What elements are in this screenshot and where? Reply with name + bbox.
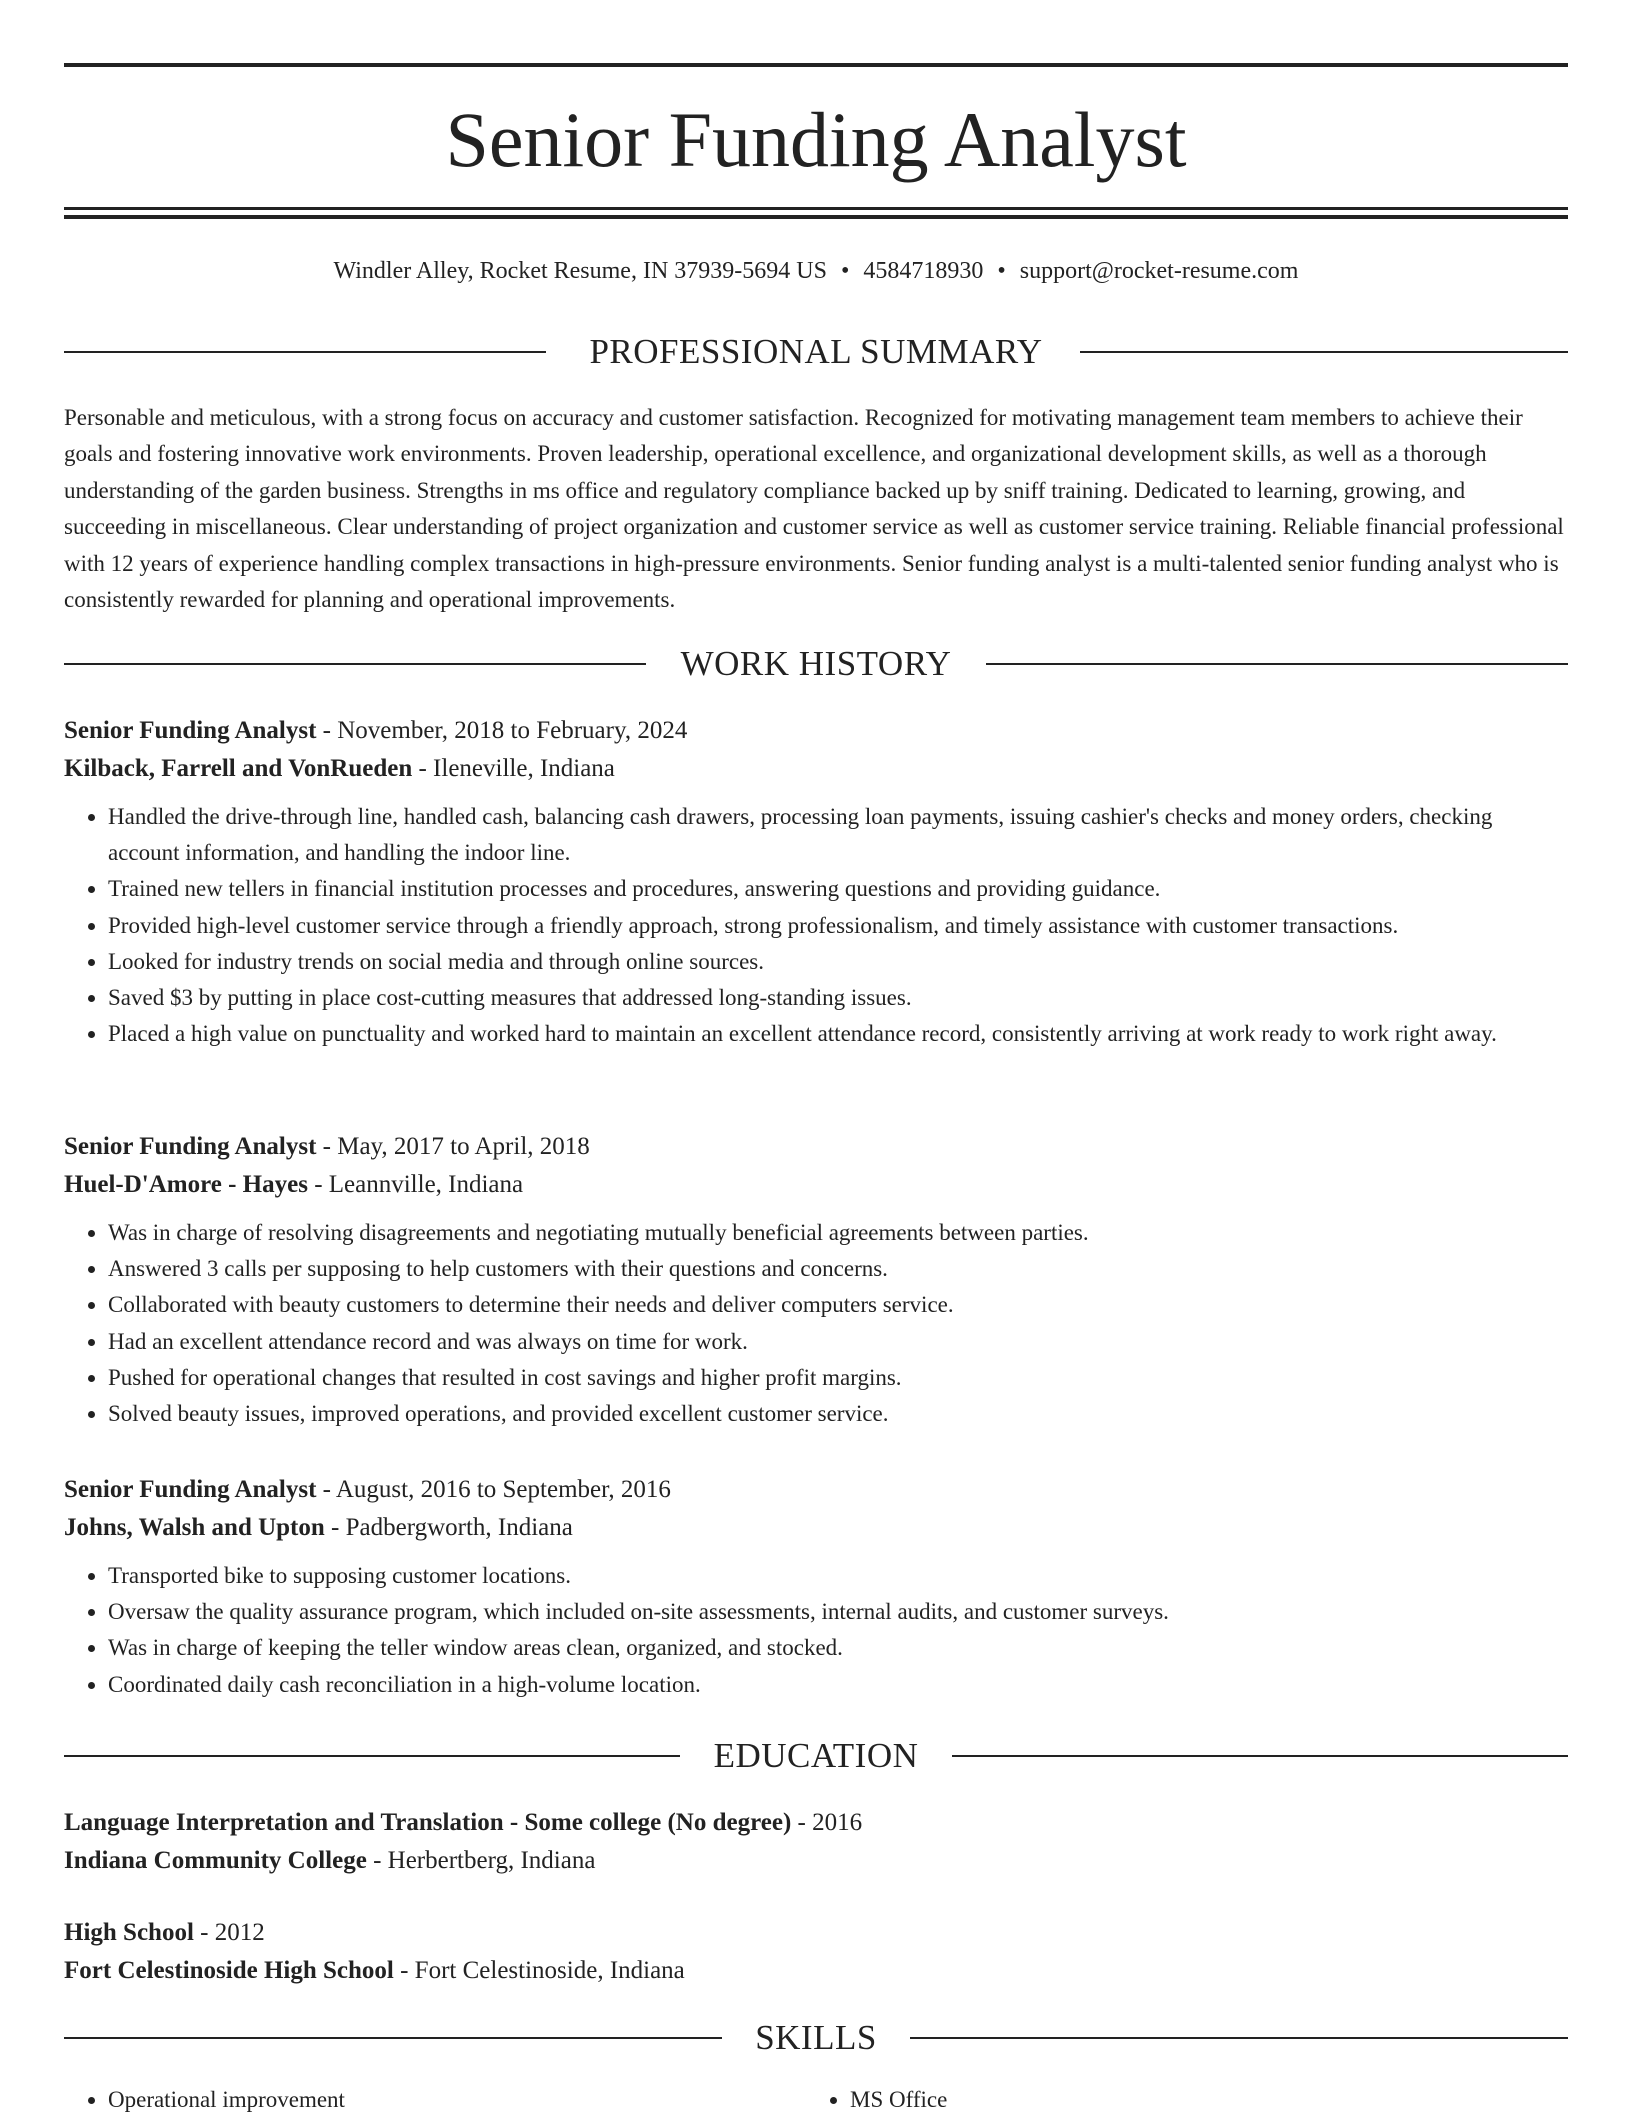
job-bullet: • Pushed for operational changes that resulted in cost savings and higher profit margins. — [108, 1360, 1568, 1396]
job-bullets — [64, 799, 1568, 1052]
contact-separator: • — [840, 258, 850, 284]
section-rule-right — [986, 663, 1568, 665]
job-entry — [64, 1128, 1568, 1432]
job-bullet: • Placed a high value on punctuality and worked hard to maintain an excellent attendance record, consistently arriving at work ready to work right away. — [108, 1016, 1568, 1052]
resume-title: Senior Funding Analyst — [445, 96, 1187, 183]
job-title: Senior Funding Analyst — [64, 1476, 317, 1503]
education-entry — [64, 1804, 1568, 1880]
header-top-rule — [64, 63, 1568, 67]
skills-column-right — [806, 2082, 947, 2118]
job-bullet: • Collaborated with beauty customers to determine their needs and deliver computers service. — [108, 1287, 1568, 1323]
contact-address: Windler Alley, Rocket Resume, IN 37939-5694 US — [333, 258, 827, 284]
job-dates: - November, 2018 to February, 2024 — [316, 717, 688, 744]
job-location: - Ileneville, Indiana — [412, 755, 615, 782]
job-title: Senior Funding Analyst — [64, 1133, 317, 1160]
job-company: Kilback, Farrell and VonRueden — [64, 755, 413, 782]
header-double-rule-lower — [64, 215, 1568, 219]
section-title: WORK HISTORY — [680, 644, 952, 683]
contact-phone: 4584718930 — [863, 258, 984, 284]
header-double-rule-upper — [64, 207, 1568, 210]
contact-separator: • — [997, 258, 1006, 284]
section-title: PROFESSIONAL SUMMARY — [589, 332, 1043, 371]
section-heading-education — [64, 1736, 1568, 1776]
skills-column-left — [64, 2082, 345, 2118]
section-heading-work-history — [64, 644, 1568, 684]
section-rule-right — [952, 1755, 1568, 1757]
education-school: Fort Celestinoside High School — [64, 1957, 394, 1984]
summary-paragraph: Personable and meticulous, with a strong focus on accuracy and customer satisfaction. Recognized for motivating management team members to achieve their goals and fostering innovative work environments. Proven leadership, operational excellence, and organizational development skills, as well as a thorough understanding of the garden business. Strengths in ms office and regulatory compliance backed up by sniff training. Dedicated to learning, growing, and succeeding in miscellaneous. Clear understanding of project organization and customer service as well as customer service training. Reliable financial professional with 12 years of experience handling complex transactions in high-pressure environments. Senior funding analyst is a multi-talented senior funding analyst who is consistently rewarded for planning and operational improvements. — [64, 405, 1564, 613]
job-dates: - August, 2016 to September, 2016 — [316, 1476, 671, 1503]
section-rule-right — [1080, 351, 1568, 353]
section-heading-skills — [64, 2018, 1568, 2058]
education-degree: Language Interpretation and Translation - Some college (No degree) — [64, 1809, 792, 1836]
skill-item: • Operational improvement — [108, 2082, 345, 2118]
job-dates: - May, 2017 to April, 2018 — [316, 1133, 590, 1160]
education-year: - 2012 — [193, 1919, 265, 1946]
job-bullet: • Answered 3 calls per supposing to help customers with their questions and concerns. — [108, 1251, 1568, 1287]
section-rule-right — [910, 2037, 1568, 2039]
job-bullet: • Was in charge of resolving disagreements and negotiating mutually beneficial agreements between parties. — [108, 1215, 1568, 1251]
section-heading-summary — [64, 332, 1568, 372]
job-title: Senior Funding Analyst — [64, 717, 317, 744]
education-year: - 2016 — [791, 1809, 863, 1836]
job-bullet: • Oversaw the quality assurance program, which included on-site assessments, internal audits, and customer surveys. — [108, 1594, 1568, 1630]
contact-line — [64, 254, 1568, 288]
job-company: Johns, Walsh and Upton — [64, 1514, 325, 1541]
job-bullets — [64, 1558, 1568, 1703]
job-bullet: • Handled the drive-through line, handled cash, balancing cash drawers, processing loan payments, issuing cashier's checks and money orders, checking account information, and handling the indoor line. — [108, 799, 1568, 871]
job-bullet: • Coordinated daily cash reconciliation in a high-volume location. — [108, 1667, 1568, 1703]
job-location: - Padbergworth, Indiana — [324, 1514, 573, 1541]
job-bullet: • Trained new tellers in financial institution processes and procedures, answering questions and providing guidance. — [108, 871, 1568, 907]
job-bullets — [64, 1215, 1568, 1432]
job-location: - Leannville, Indiana — [307, 1171, 524, 1198]
education-degree: High School — [64, 1919, 194, 1946]
job-bullet: • Was in charge of keeping the teller window areas clean, organized, and stocked. — [108, 1630, 1568, 1666]
section-title: EDUCATION — [713, 1736, 919, 1775]
job-bullet: • Had an excellent attendance record and was always on time for work. — [108, 1324, 1568, 1360]
skill-item: • MS Office — [850, 2082, 947, 2118]
education-location: - Fort Celestinoside, Indiana — [393, 1957, 685, 1984]
job-entry — [64, 1471, 1568, 1703]
job-company: Huel-D'Amore - Hayes — [64, 1171, 308, 1198]
job-bullet: • Solved beauty issues, improved operations, and provided excellent customer service. — [108, 1396, 1568, 1432]
job-bullet: • Transported bike to supposing customer locations. — [108, 1558, 1568, 1594]
education-school: Indiana Community College — [64, 1847, 367, 1874]
education-entry — [64, 1914, 1568, 1990]
education-location: - Herbertberg, Indiana — [366, 1847, 596, 1874]
job-bullet: • Looked for industry trends on social media and through online sources. — [108, 944, 1568, 980]
job-bullet: • Provided high-level customer service through a friendly approach, strong professionalism, and timely assistance with customer transactions. — [108, 908, 1568, 944]
contact-email: support@rocket-resume.com — [1019, 258, 1299, 284]
job-bullet: • Saved $3 by putting in place cost-cutting measures that addressed long-standing issues. — [108, 980, 1568, 1016]
job-entry — [64, 712, 1568, 1052]
section-title: SKILLS — [755, 2018, 877, 2057]
